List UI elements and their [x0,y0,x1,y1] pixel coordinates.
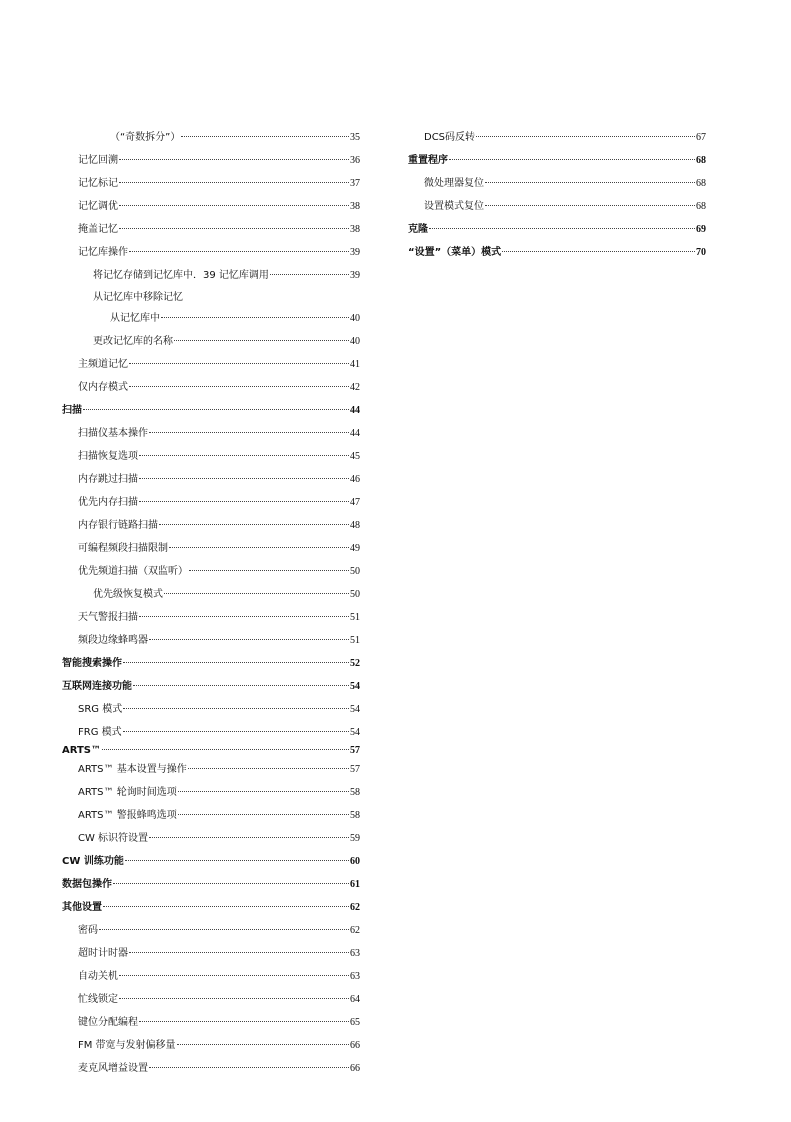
toc-entry-title: 扫描仪基本操作 [78,428,148,439]
toc-page-number: 65 [350,1017,360,1028]
toc-entry[interactable] [62,335,360,349]
toc-dot-leader [485,205,695,206]
toc-dot-leader [83,409,349,410]
toc-dot-leader [178,791,349,792]
toc-dot-leader [188,768,349,769]
toc-page-number: 41 [350,359,360,370]
toc-entry-title: 其他设置 [62,902,102,913]
toc-entry-title: 更改记忆库的名称 [93,336,173,347]
toc-entry-title: 记忆回溯 [78,155,118,166]
toc-entry-title: 克隆 [408,224,428,235]
toc-entry-title: 记忆库操作 [78,247,128,258]
toc-entry-title: ARTS™ 轮询时间选项 [78,787,177,798]
toc-page-number: 58 [350,787,360,798]
toc-entry-title: FM 带宽与发射偏移量 [78,1040,176,1051]
toc-dot-leader [270,274,349,275]
toc-entry-title: ARTS™ [62,745,102,756]
toc-entry-title: 扫描 [62,405,82,416]
toc-entry-title: 频段边缘蜂鸣器 [78,635,148,646]
toc-entry[interactable] [62,200,360,214]
toc-entry[interactable] [62,947,360,961]
toc-dot-leader [113,883,349,884]
toc-entry-title: 将记忆存储到记忆库中．39 记忆库调用 [93,270,269,281]
toc-page-number: 62 [350,902,360,913]
toc-entry-title: 麦克风增益设置 [78,1063,148,1074]
toc-dot-leader [133,685,349,686]
toc-dot-leader [103,906,349,907]
toc-entry-title: （“奇数拆分”） [110,132,181,143]
toc-entry[interactable] [62,970,360,984]
toc-entry[interactable] [62,450,360,464]
toc-entry[interactable] [62,131,360,145]
toc-page-number: 49 [350,543,360,554]
toc-page-number: 38 [350,224,360,235]
toc-entry[interactable] [62,565,360,579]
toc-dot-leader [161,317,349,318]
toc-entry[interactable] [62,611,360,625]
toc-entry-title: 互联网连接功能 [62,681,132,692]
toc-dot-leader [169,547,349,548]
toc-page-number: 38 [350,201,360,212]
toc-entry-title: 天气警报扫描 [78,612,138,623]
toc-dot-leader [119,159,349,160]
toc-entry[interactable] [408,154,706,168]
toc-entry[interactable] [62,786,360,800]
toc-entry[interactable] [62,657,360,671]
toc-entry-title: 忙线锁定 [78,994,118,1005]
toc-dot-leader [139,455,349,456]
toc-page-number: 51 [350,612,360,623]
toc-dot-leader [178,814,349,815]
toc-dot-leader [429,228,695,229]
toc-entry[interactable] [62,381,360,395]
toc-entry[interactable] [408,200,706,214]
toc-dot-leader [139,616,349,617]
toc-entry-title: 超时计时器 [78,948,128,959]
toc-entry[interactable] [62,993,360,1007]
toc-entry-title: 微处理器复位 [424,178,484,189]
toc-dot-leader [149,639,349,640]
toc-page-number: 68 [696,155,706,166]
toc-entry[interactable] [62,924,360,938]
toc-dot-leader [119,182,349,183]
toc-page-number: 57 [350,745,360,756]
toc-entry-title: SRG 模式 [78,704,123,715]
toc-entry-title: 主频道记忆 [78,359,128,370]
toc-page-number: 45 [350,451,360,462]
toc-dot-leader [149,432,349,433]
toc-page-number: 35 [350,132,360,143]
toc-entry-title: 优先级恢复模式 [93,589,163,600]
toc-entry-title: 扫描恢复选项 [78,451,138,462]
toc-entry-title: 仅内存模式 [78,382,128,393]
toc-entry[interactable] [62,763,360,777]
toc-entry-title: 设置模式复位 [424,201,484,212]
toc-entry[interactable] [62,496,360,510]
toc-entry-title: 内存跳过扫描 [78,474,138,485]
toc-entry[interactable] [408,177,706,191]
toc-dot-leader [139,478,349,479]
toc-dot-leader [99,929,349,930]
toc-dot-leader [123,708,349,709]
toc-dot-leader [129,386,349,387]
toc-entry[interactable] [62,154,360,168]
toc-entry[interactable] [62,312,360,326]
toc-entry[interactable] [62,269,360,283]
toc-entry-title: DCS码反转 [424,132,476,143]
toc-entry[interactable] [62,680,360,694]
toc-page-number: 54 [350,704,360,715]
toc-dot-leader [149,837,349,838]
toc-page-number: 68 [696,178,706,189]
toc-entry[interactable] [62,1062,360,1076]
toc-entry-title: CW 标识符设置 [78,833,149,844]
toc-page-number: 39 [350,247,360,258]
toc-entry[interactable] [62,703,360,717]
toc-dot-leader [449,159,695,160]
toc-page-number: 60 [350,856,360,867]
toc-dot-leader [119,205,349,206]
toc-dot-leader [159,524,349,525]
toc-page-number: 68 [696,201,706,212]
toc-page-number: 44 [350,428,360,439]
toc-entry[interactable] [62,404,360,418]
toc-page-number: 62 [350,925,360,936]
toc-entry[interactable] [62,832,360,846]
toc-page-number: 39 [350,270,360,281]
toc-entry-title: 从记忆库中 [110,313,160,324]
toc-page-number: 36 [350,155,360,166]
toc-entry-title: 内存银行链路扫描 [78,520,158,531]
toc-page-number: 46 [350,474,360,485]
toc-page-number: 47 [350,497,360,508]
toc-dot-leader [119,975,349,976]
toc-entry[interactable] [62,901,360,915]
toc-entry[interactable] [62,358,360,372]
toc-page-number: 58 [350,810,360,821]
toc-entry-title: ARTS™ 基本设置与操作 [78,764,187,775]
toc-entry-title: 重置程序 [408,155,448,166]
toc-dot-leader [149,1067,349,1068]
toc-dot-leader [139,501,349,502]
toc-entry-title: 记忆标记 [78,178,118,189]
toc-page-number: 52 [350,658,360,669]
toc-page-number: 59 [350,833,360,844]
toc-page-number: 40 [350,313,360,324]
toc-page-number: 48 [350,520,360,531]
toc-page-number: 57 [350,764,360,775]
toc-page-number: 63 [350,948,360,959]
toc-entry-title: ARTS™ 警报蜂鸣选项 [78,810,177,821]
toc-dot-leader [119,228,349,229]
toc-entry-title: “设置”（菜单）模式 [408,247,502,258]
toc-dot-leader [129,363,349,364]
toc-dot-leader [502,251,695,252]
toc-entry[interactable] [62,878,360,892]
toc-dot-leader [164,593,349,594]
toc-entry-title: 从记忆库中移除记忆 [93,292,183,303]
toc-entry-title: 数据包操作 [62,879,112,890]
toc-entry-title: FRG 模式 [78,727,122,738]
toc-entry-title: 优先频道扫描（双监听） [78,566,188,577]
toc-page-number: 54 [350,681,360,692]
toc-entry-title: 密码 [78,925,98,936]
toc-dot-leader [174,340,349,341]
toc-entry[interactable] [62,1016,360,1030]
toc-page-number: 50 [350,589,360,600]
toc-page-number: 64 [350,994,360,1005]
toc-page-number: 54 [350,727,360,738]
toc-entry-title: CW 训练功能 [62,856,124,867]
toc-dot-leader [189,570,349,571]
toc-dot-leader [123,731,349,732]
toc-dot-leader [139,1021,349,1022]
toc-dot-leader [119,998,349,999]
toc-entry[interactable] [62,427,360,441]
toc-entry[interactable] [62,588,360,602]
toc-entry[interactable] [62,855,360,869]
toc-entry-title: 掩盖记忆 [78,224,118,235]
toc-entry[interactable] [62,542,360,556]
toc-page-number: 40 [350,336,360,347]
toc-entry[interactable] [62,223,360,237]
toc-page-number: 66 [350,1040,360,1051]
toc-entry[interactable] [62,809,360,823]
toc-page-number: 44 [350,405,360,416]
toc-page-number: 50 [350,566,360,577]
toc-page-number: 69 [696,224,706,235]
toc-entry[interactable] [408,246,706,260]
toc-page-number: 70 [696,247,706,258]
toc-dot-leader [102,749,349,750]
toc-dot-leader [181,136,349,137]
toc-page-number: 66 [350,1063,360,1074]
toc-entry-title: 优先内存扫描 [78,497,138,508]
toc-entry[interactable] [62,634,360,648]
toc-entry-title: 可编程频段扫描限制 [78,543,168,554]
toc-dot-leader [129,251,349,252]
toc-entry[interactable] [62,246,360,260]
toc-entry-title: 记忆调优 [78,201,118,212]
toc-page-number: 61 [350,879,360,890]
toc-page-number: 37 [350,178,360,189]
toc-entry[interactable] [408,223,706,237]
toc-dot-leader [485,182,695,183]
toc-entry[interactable] [62,519,360,533]
toc-entry-title: 智能搜索操作 [62,658,122,669]
toc-page-number: 67 [696,132,706,143]
toc-entry[interactable] [62,1039,360,1053]
toc-entry-title: 自动关机 [78,971,118,982]
toc-page-number: 42 [350,382,360,393]
toc-entry[interactable] [62,726,360,740]
toc-dot-leader [177,1044,349,1045]
toc-entry-title: 键位分配编程 [78,1017,138,1028]
toc-dot-leader [476,136,695,137]
toc-dot-leader [129,952,349,953]
toc-page-number: 51 [350,635,360,646]
toc-entry[interactable] [62,744,360,758]
toc-entry[interactable] [62,473,360,487]
toc-entry[interactable] [408,131,706,145]
toc-entry[interactable] [62,177,360,191]
toc-page-number: 63 [350,971,360,982]
toc-dot-leader [125,860,349,861]
toc-entry[interactable] [62,291,360,305]
toc-dot-leader [123,662,349,663]
